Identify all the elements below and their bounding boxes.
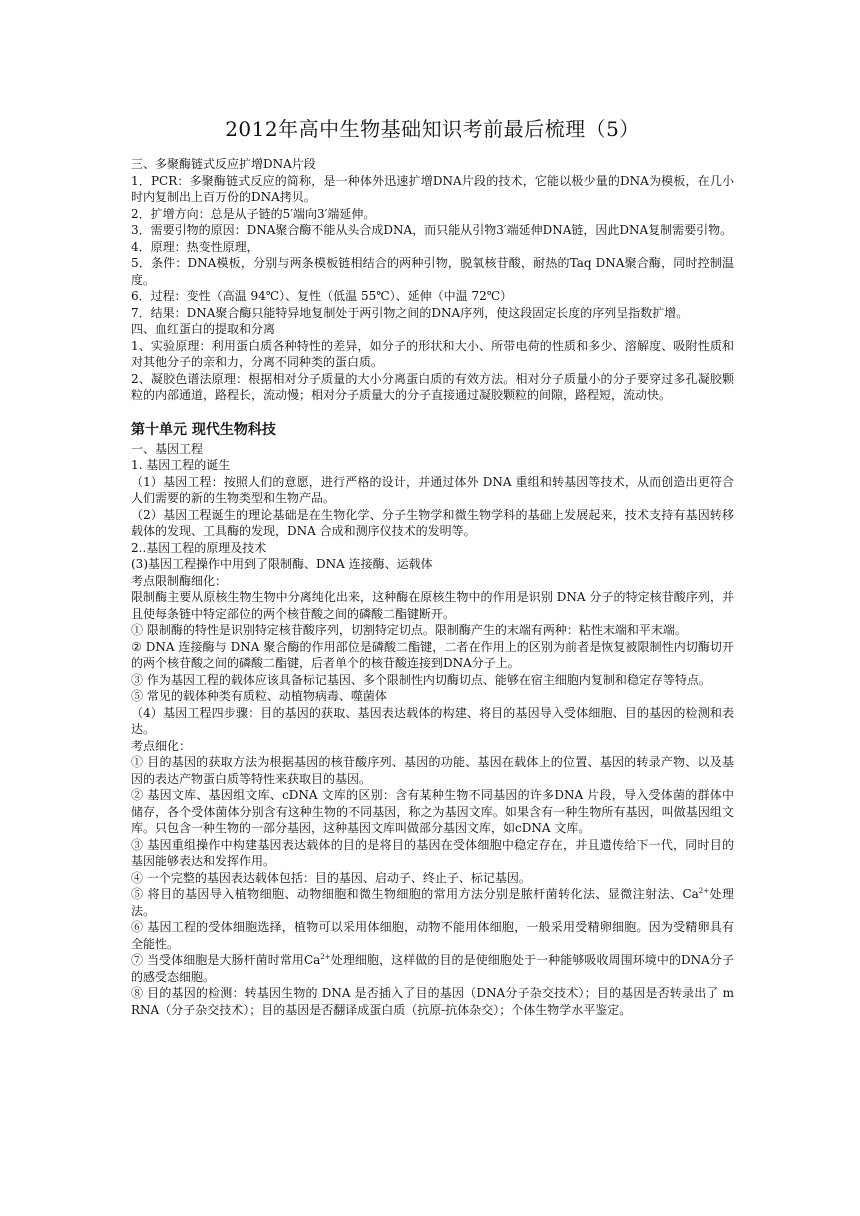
paragraph: 5．条件：DNA模板，分别与两条模板链相结合的两种引物，脱氧核苷酸，耐热的Taq DNA聚合酶，同时控制温度。 [131, 256, 734, 287]
paragraph: (3)基因工程操作中用到了限制酶、DNA 连接酶、运载体 [131, 557, 433, 571]
paragraph: ⑥ 基因工程的受体细胞选择，植物可以采用体细胞，动物不能用体细胞，一般采用受精卵细胞。因为受精卵具有全能性。 [131, 920, 734, 951]
superscript: 2+ [698, 887, 710, 895]
unit-heading: 第十单元 现代生物科技 [131, 421, 276, 438]
paragraph: 限制酶主要从原核生物生物中分离纯化出来，这种酶在原核生物中的作用是识别 DNA 分子的特定核苷酸序列，并且使每条链中特定部位的两个核苷酸之间的磷酸二酯键断开。 [131, 590, 734, 621]
paragraph: 1、实验原理：利用蛋白质各种特性的差异，如分子的形状和大小、所带电荷的性质和多少、溶解度、吸附性质和对其他分子的亲和力，分离不同种类的蛋白质。 [131, 338, 734, 369]
paragraph: 3．需要引物的原因：DNA聚合酶不能从头合成DNA，而只能从引物3′端延伸DNA链，因此DNA复制需要引物。 [131, 223, 733, 237]
paragraph: ④ 一个完整的基因表达载体包括：目的基因、启动子、终止子、标记基因。 [131, 870, 531, 885]
paragraph-text: ⑦ 当受体细胞是大肠杆菌时常用Ca [131, 953, 321, 967]
paragraph: ② DNA 连接酶与 DNA 聚合酶的作用部位是磷酸二酯键，二者在作用上的区别为前者是恢复被限制性内切酶切开的两个核苷酸之间的磷酸二酯键，后者单个的核苷酸连接到DNA分子上。 [131, 639, 734, 670]
section-pcr-hemoglobin [131, 156, 734, 404]
paragraph: 4．原理：热变性原理， [131, 239, 259, 254]
paragraph-text: ⑤ 将目的基因导入植物细胞、动物细胞和微生物细胞的常用方法分别是脓杆菌转化法、显微注射法、Ca [131, 887, 699, 901]
paragraph: 6．过程：变性（高温 94℃）、复性（低温 55℃）、延伸（中温 72℃） [131, 289, 513, 303]
paragraph [131, 886, 734, 919]
paragraph: （2）基因工程诞生的理论基础是在生物化学、分子生物学和微生物学科的基础上发展起来，技术支持有基因转移载体的发现、工具酶的发现，DNA 合成和测序仪技术的发明等。 [131, 507, 734, 538]
paragraph: 四、血红蛋白的提取和分离 [131, 322, 276, 336]
paragraph: 考点细化： [131, 738, 192, 753]
paragraph: （1）基因工程：按照人们的意愿，进行严格的设计，并通过体外 DNA 重组和转基因等技术，从而创造出更符合人们需要的新的生物类型和生物产品。 [131, 474, 734, 505]
paragraph: （4）基因工程四步骤：目的基因的获取、基因表达载体的构建、将目的基因导入受体细胞、目的基因的检测和表达。 [131, 705, 734, 736]
section-gene-engineering [131, 441, 734, 1019]
superscript: 2+ [320, 953, 331, 961]
paragraph: 7．结果：DNA聚合酶只能特异地复制处于两引物之间的DNA序列，使这段固定长度的序列呈指数扩增。 [131, 305, 689, 320]
paragraph: 1．PCR：多聚酶链式反应的简称，是一种体外迅速扩增DNA片段的技术，它能以极少量的DNA为模板，在几小时内复制出上百万份的DNA拷贝。 [131, 173, 734, 204]
paragraph: ③ 作为基因工程的载体应该具备标记基因、多个限制性内切酶切点、能够在宿主细胞内复制和稳定存等特点。 [131, 672, 711, 687]
paragraph: 2..基因工程的原理及技术 [131, 540, 267, 555]
paragraph-text: 处理细胞，这样做的目的是使细胞处于一种能够吸收周围环境中的DNA分子的感受态细胞。 [131, 953, 734, 984]
spacer [131, 404, 734, 421]
paragraph: ② 基因文库、基因组文库、cDNA 文库的区别：含有某种生物不同基因的许多DNA 片段，导入受体菌的群体中储存，各个受体菌体分别含有这种生物的不同基因，称之为基因文库。如果含有一种生物所有基因，叫做基因组文库。只包含一种生物的一部分基因，这种基因文库叫做部分基因文库，如cDNA 文库。 [131, 788, 734, 835]
paragraph: ⑤ 常见的载体种类有质粒、动植物病毒、噬菌体 [131, 689, 387, 703]
paragraph: 一、基因工程 [131, 441, 204, 456]
paragraph: 2．扩增方向：总是从子链的5′端向3′端延伸。 [131, 206, 376, 221]
paragraph: ① 限制酶的特性是识别特定核苷酸序列，切割特定切点。限制酶产生的末端有两种：粘性末端和平末端。 [131, 623, 687, 637]
paragraph: 三、多聚酶链式反应扩增DNA片段 [131, 157, 316, 171]
paragraph: 1. 基因工程的诞生 [131, 458, 231, 472]
document-title: 2012年高中生物基础知识考前最后梳理（5） [225, 117, 640, 141]
paragraph-text: 处理法。 [131, 887, 734, 918]
paragraph: ③ 基因重组操作中构建基因表达载体的目的是将目的基因在受体细胞中稳定存在，并且遗传给下一代，同时目的基因能够表达和发挥作用。 [131, 837, 734, 868]
paragraph [131, 952, 734, 985]
paragraph: 2、凝胶色谱法原理：根据相对分子质量的大小分离蛋白质的有效方法。相对分子质量小的分子要穿过多孔凝胶颗粒的内部通道，路程长，流动慢；相对分子质量大的分子直接通过凝胶颗粒的间隙，路程短，流动快。 [131, 371, 734, 402]
paragraph: ① 目的基因的获取方法为根据基因的核苷酸序列、基因的功能、基因在载体上的位置、基因的转录产物、以及基因的表达产物蛋白质等特性来获取目的基因。 [131, 755, 734, 786]
paragraph: ⑧ 目的基因的检测：转基因生物的 DNA 是否插入了目的基因（DNA分子杂交技术）；目的基因是否转录出了 mRNA（分子杂交技术）；目的基因是否翻译成蛋白质（抗原-抗体杂交）；个体生物学水平鉴定。 [131, 986, 734, 1017]
paragraph: 考点限制酶细化： [131, 573, 228, 588]
